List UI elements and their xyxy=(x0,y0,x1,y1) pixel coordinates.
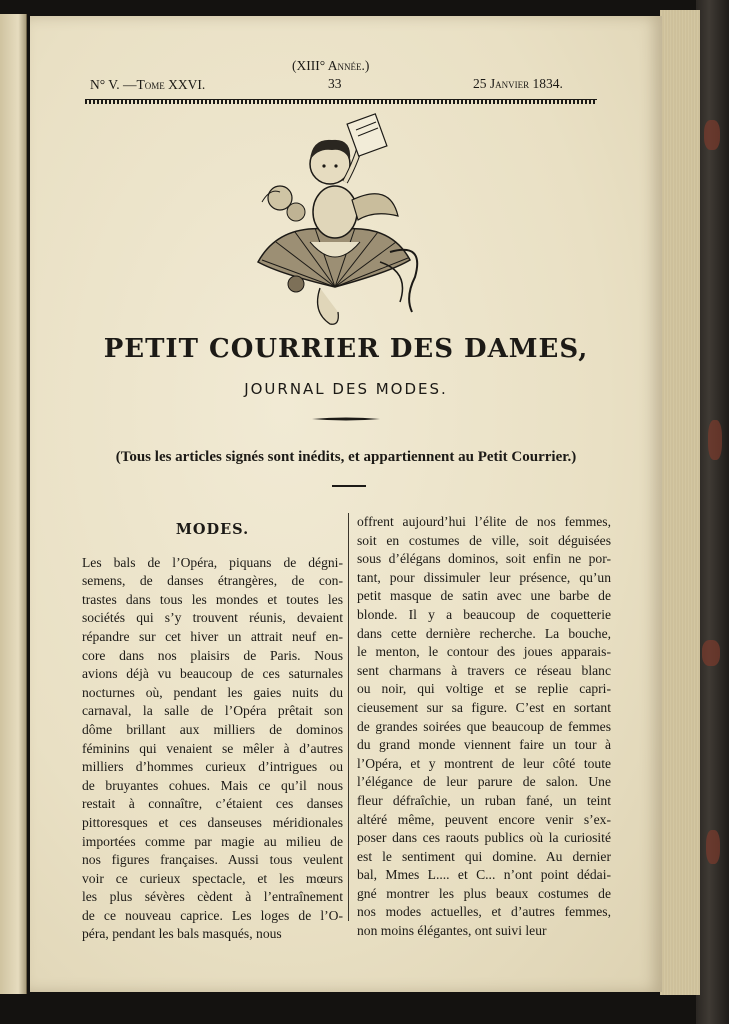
text-line: petit masque de satin avec une barbe de xyxy=(357,588,611,604)
text-line: core dans nos plaisirs de Paris. Nous xyxy=(82,647,343,663)
column-divider xyxy=(348,513,349,921)
text-line: trastes dans tous les mondes et toutes les xyxy=(82,591,343,607)
text-line: pittoresques et ces danseuses méridionales xyxy=(82,814,343,830)
text-line: milliers d’hommes curieux d’intrigues ou xyxy=(82,759,343,775)
text-line: du grand monde viennent faire un tour à xyxy=(357,737,611,753)
text-line: de bruyantes cohues. Mais ce qu’il nous xyxy=(82,777,343,793)
text-line: ou noir, qui voltige et se replie capri- xyxy=(357,681,611,697)
journal-page xyxy=(30,16,662,992)
text-line: sociétés qui s’y trouvent réunis, devaient xyxy=(82,610,343,626)
text-line: avions déjà vu beaucoup de ces saturnales xyxy=(82,666,343,682)
text-line: semens, de danses étrangères, de con- xyxy=(82,573,343,589)
text-line: cieusement sur sa figure. C’est en sortant xyxy=(357,699,611,715)
text-line: l’Opéra, et y montrent de leur côté toute xyxy=(357,755,611,771)
text-line: offrent aujourd’hui l’élite de nos femmes, xyxy=(357,514,611,529)
text-line: répandre sur cet hiver un attrait neuf en- xyxy=(82,628,343,644)
adjacent-page-edge xyxy=(0,14,27,994)
text-line: dans cette dernière recherche. La bouche, xyxy=(357,625,611,641)
text-line: dôme brillant aux milliers de dominos xyxy=(82,721,343,737)
text-line: péra, pendant les bals masqués, nous xyxy=(82,926,282,942)
text-line: féminins qui venaient se mêler à d’autres xyxy=(82,740,343,756)
header-rule xyxy=(85,99,597,104)
text-line: voir ce curieux spectacle, et les mœurs xyxy=(82,870,343,886)
article-column-left xyxy=(82,511,343,944)
text-line: de grandes soirées que beaucoup de femmes xyxy=(357,718,611,734)
text-line: nocturnes où, pendant les gaies nuits du xyxy=(82,684,343,700)
cupid-vignette-icon xyxy=(240,112,430,332)
text-line: tant, pour dissimuler leur présence, qu’un xyxy=(357,569,611,585)
text-line: Les bals de l’Opéra, piquans de dégni- xyxy=(82,554,343,570)
text-line: les plus sévères cèdent à l’entraînement xyxy=(82,889,343,905)
text-line: le menton, le contour des joues apparais- xyxy=(357,644,611,660)
text-line: sent charmans à travers ce réseau blanc xyxy=(357,662,611,678)
separator-rule xyxy=(332,485,366,487)
issue-number: N° V. —Tome XXVI. xyxy=(90,77,206,92)
masthead-title: PETIT COURRIER DES DAMES, xyxy=(103,334,589,364)
text-line: sous d’élégans dominos, soit enfin ne por- xyxy=(357,551,611,567)
text-line: importées comme par magie au milieu de xyxy=(82,833,343,849)
text-line: poser dans ces raouts publics où la curiosité xyxy=(357,830,611,846)
text-line: bal, Mmes L.... et C... n’ont point dédai- xyxy=(357,867,611,883)
text-line: nos figures françaises. Aussi tous veulent xyxy=(82,852,343,868)
text-line: restait à connaître, c’étaient ces danses xyxy=(82,796,343,812)
page-stack-edges xyxy=(660,10,700,995)
text-line: soit en costumes de ville, soit déguisées xyxy=(357,532,611,548)
book-binding xyxy=(696,0,729,1024)
text-line: fleur défraîchie, un ruban fané, un teint xyxy=(357,792,611,808)
ornament-rule-icon xyxy=(312,417,380,421)
page-number: 33 xyxy=(328,76,342,91)
text-line: de ce nouveau caprice. Les loges de l’O- xyxy=(82,907,343,923)
article-title: MODES. xyxy=(175,521,250,538)
text-line: blonde. Il y a beaucoup de coquetterie xyxy=(357,606,611,622)
text-line: est le sentiment qui domine. Au dernier xyxy=(357,848,611,864)
issue-date: 25 Janvier 1834. xyxy=(473,76,563,91)
text-line: nos modes actuelles, et d’autres femmes, xyxy=(357,904,611,920)
article-column-right xyxy=(357,513,611,941)
masthead-subtitle: JOURNAL DES MODES. xyxy=(244,380,448,398)
text-line: gné montrer les plus beaux costumes de xyxy=(357,885,611,901)
text-line: l’élégance de leur parure de salon. Une xyxy=(357,774,611,790)
copyright-notice: (Tous les articles signés sont inédits, et appartiennent au Petit Courrier.) xyxy=(115,449,577,465)
year-label: (XIII° Année.) xyxy=(292,58,370,73)
text-line: non moins élégantes, ont suivi leur xyxy=(357,923,547,939)
text-line: carnaval, la salle de l’Opéra prêtait son xyxy=(82,703,343,719)
text-line: altéré même, peuvent encore venir s’ex- xyxy=(357,811,611,827)
